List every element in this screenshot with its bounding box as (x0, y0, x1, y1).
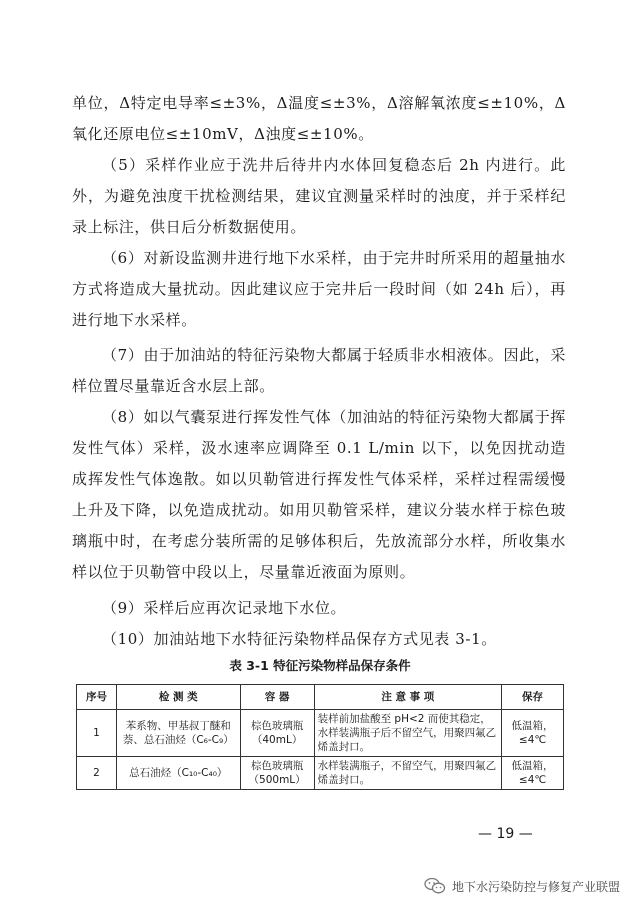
cell-index: 1 (77, 710, 117, 757)
table-row (77, 710, 564, 757)
table-row (77, 757, 564, 790)
paragraph-3: （6）对新设监测井进行地下水采样，由于完井时所采用的超量抽水方式将造成大量扰动。因此建议应于完井后一段时间（如 24h 后），再进行地下水采样。 (72, 249, 566, 329)
wechat-icon (424, 877, 446, 895)
cell-notes: 装样前加盐酸至 pH<2 而使其稳定，水样装满瓶子后不留空气，用聚四氟乙烯盖封口。 (314, 710, 501, 757)
cell-detection-type: 总石油烃（C₁₀-C₄₀） (116, 757, 240, 790)
cell-storage: 低温箱，≤4℃ (502, 710, 564, 757)
cell-storage: 低温箱，≤4℃ (502, 757, 564, 790)
table-caption: 表 3-1 特征污染物样品保存条件 (229, 658, 411, 673)
header-detection-type: 检 测 类 (116, 685, 240, 710)
paragraph-6: （9）采样后应再次记录地下水位。 (102, 599, 347, 617)
cell-notes: 水样装满瓶子，不留空气，用聚四氟乙烯盖封口。 (314, 757, 501, 790)
paragraph-1: 单位，Δ特定电导率≤±3%，Δ温度≤±3%，Δ溶解氧浓度≤±10%，Δ氧化还原电位≤±10mV，Δ浊度≤±10%。 (72, 94, 566, 143)
paragraph-5: （8）如以气囊泵进行挥发性气体（加油站的特征污染物大都属于挥发性气体）采样，汲水速率应调降至 0.1 L/min 以下，以免因扰动造成挥发性气体逸散。如以贝勒管进行挥发性气体采样，采样过程需缓慢上升及下降，以免造成扰动。如用贝勒管采样，建议分装水样于棕色玻璃瓶中时，在考虑分装所需的足够体积后，先放流部分水样，所收集水样以位于贝勒管中段以上，尽量靠近液面为原则。 (72, 408, 566, 581)
header-notes: 注 意 事 项 (314, 685, 501, 710)
cell-index: 2 (77, 757, 117, 790)
page-number: — 19 — (478, 826, 533, 842)
cell-container: 棕色玻璃瓶（40mL） (240, 710, 314, 757)
sample-preservation-table (76, 684, 564, 790)
footer-watermark (424, 874, 620, 898)
header-index: 序号 (77, 685, 117, 710)
header-storage: 保存 (502, 685, 564, 710)
table-header-row (77, 685, 564, 710)
header-container: 容 器 (240, 685, 314, 710)
paragraph-4: （7）由于加油站的特征污染物大都属于轻质非水相液体。因此，采样位置尽量靠近含水层上部。 (72, 346, 566, 395)
cell-container: 棕色玻璃瓶（500mL） (240, 757, 314, 790)
paragraph-2: （5）采样作业应于洗井后待井内水体回复稳态后 2h 内进行。此外，为避免浊度干扰检测结果，建议宜测量采样时的浊度，并于采样纪录上标注，供日后分析数据使用。 (72, 156, 566, 236)
paragraph-7: （10）加油站地下水特征污染物样品保存方式见表 3-1。 (102, 630, 497, 648)
footer-text: 地下水污染防控与修复产业联盟 (451, 879, 620, 894)
cell-detection-type: 苯系物、甲基叔丁醚和萘、总石油烃（C₆-C₉） (116, 710, 240, 757)
